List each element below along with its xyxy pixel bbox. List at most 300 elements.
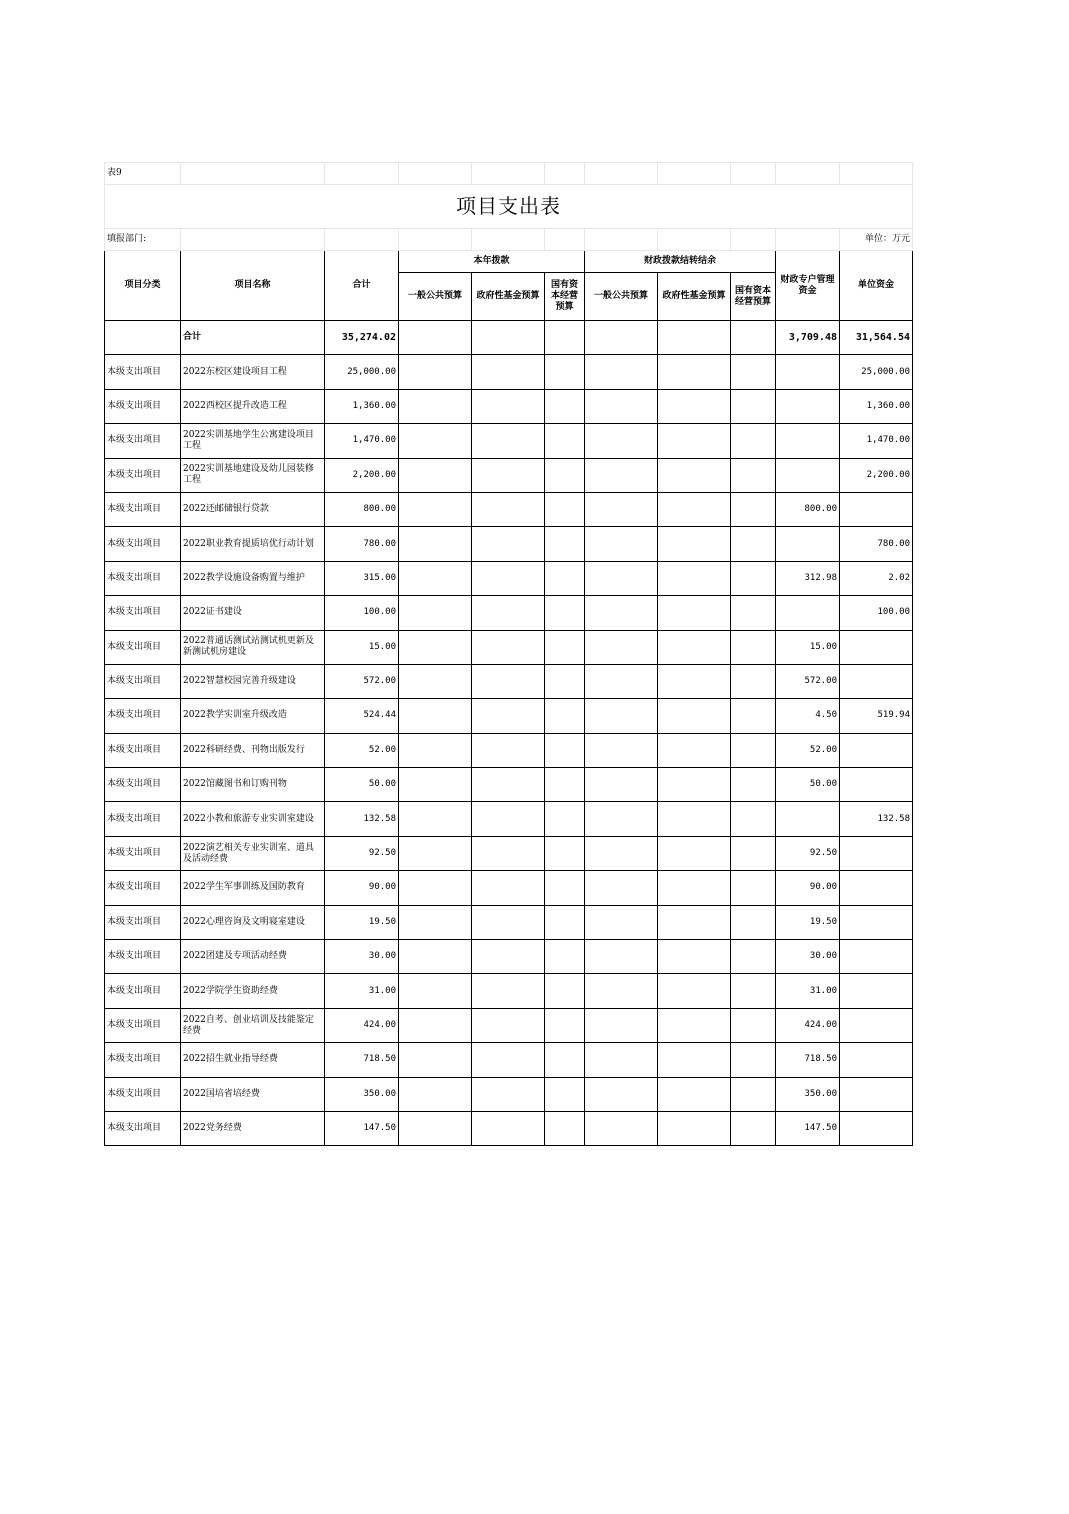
table-row bbox=[105, 355, 913, 389]
row-co-gov-fund bbox=[658, 561, 731, 595]
row-co-general bbox=[585, 940, 658, 974]
project-expenditure-table bbox=[104, 162, 913, 1146]
row-co-state-capital bbox=[731, 664, 776, 698]
row-co-gov-fund bbox=[658, 905, 731, 939]
row-category: 本级支出项目 bbox=[105, 940, 181, 974]
row-co-state-capital bbox=[731, 974, 776, 1008]
row-cy-general bbox=[399, 836, 472, 870]
row-total: 132.58 bbox=[325, 802, 399, 836]
row-special-fund: 424.00 bbox=[776, 1008, 840, 1042]
row-special-fund bbox=[776, 389, 840, 423]
row-unit-fund bbox=[840, 1008, 913, 1042]
row-co-general bbox=[585, 561, 658, 595]
row-unit-fund bbox=[840, 664, 913, 698]
unit-label: 单位：万元 bbox=[840, 229, 913, 251]
row-cy-general bbox=[399, 664, 472, 698]
row-category: 本级支出项目 bbox=[105, 974, 181, 1008]
row-co-general bbox=[585, 974, 658, 1008]
row-special-fund: 4.50 bbox=[776, 699, 840, 733]
row-unit-fund bbox=[840, 974, 913, 1008]
row-unit-fund bbox=[840, 836, 913, 870]
row-special-fund: 31.00 bbox=[776, 974, 840, 1008]
row-cy-general bbox=[399, 802, 472, 836]
table-row bbox=[105, 664, 913, 698]
row-unit-fund bbox=[840, 630, 913, 664]
row-name: 2022学生军事训练及国防教育 bbox=[181, 871, 325, 905]
row-cy-state-capital bbox=[545, 424, 585, 458]
row-cy-general bbox=[399, 630, 472, 664]
row-category: 本级支出项目 bbox=[105, 355, 181, 389]
header-unit-fund: 单位资金 bbox=[840, 251, 913, 321]
row-co-gov-fund bbox=[658, 802, 731, 836]
row-co-general bbox=[585, 1077, 658, 1111]
table-row bbox=[105, 1008, 913, 1042]
row-total: 52.00 bbox=[325, 733, 399, 767]
row-co-state-capital bbox=[731, 561, 776, 595]
total-cy-state-capital bbox=[545, 321, 585, 355]
table-row bbox=[105, 733, 913, 767]
row-total: 15.00 bbox=[325, 630, 399, 664]
row-cy-state-capital bbox=[545, 1043, 585, 1077]
row-category: 本级支出项目 bbox=[105, 561, 181, 595]
row-cy-state-capital bbox=[545, 389, 585, 423]
row-co-state-capital bbox=[731, 940, 776, 974]
row-category: 本级支出项目 bbox=[105, 1077, 181, 1111]
row-cy-general bbox=[399, 871, 472, 905]
row-unit-fund bbox=[840, 1077, 913, 1111]
row-co-state-capital bbox=[731, 836, 776, 870]
row-unit-fund: 2,200.00 bbox=[840, 458, 913, 492]
row-cy-state-capital bbox=[545, 940, 585, 974]
row-total: 25,000.00 bbox=[325, 355, 399, 389]
row-cy-general bbox=[399, 733, 472, 767]
header-name: 项目名称 bbox=[181, 251, 325, 321]
row-total: 30.00 bbox=[325, 940, 399, 974]
row-category: 本级支出项目 bbox=[105, 630, 181, 664]
row-unit-fund bbox=[840, 871, 913, 905]
row-total: 1,360.00 bbox=[325, 389, 399, 423]
row-cy-general bbox=[399, 492, 472, 526]
table-row bbox=[105, 871, 913, 905]
row-special-fund: 572.00 bbox=[776, 664, 840, 698]
row-co-gov-fund bbox=[658, 733, 731, 767]
total-cy-general bbox=[399, 321, 472, 355]
row-co-state-capital bbox=[731, 1111, 776, 1145]
row-cy-general bbox=[399, 974, 472, 1008]
row-special-fund: 50.00 bbox=[776, 768, 840, 802]
row-co-gov-fund bbox=[658, 492, 731, 526]
total-category bbox=[105, 321, 181, 355]
row-total: 31.00 bbox=[325, 974, 399, 1008]
row-cy-gov-fund bbox=[472, 458, 545, 492]
row-co-gov-fund bbox=[658, 527, 731, 561]
row-co-state-capital bbox=[731, 630, 776, 664]
table-row bbox=[105, 458, 913, 492]
row-category: 本级支出项目 bbox=[105, 424, 181, 458]
table-row bbox=[105, 836, 913, 870]
row-special-fund: 92.50 bbox=[776, 836, 840, 870]
header-co-gov-fund: 政府性基金预算 bbox=[658, 273, 731, 321]
row-co-general bbox=[585, 733, 658, 767]
table-row bbox=[105, 424, 913, 458]
row-co-general bbox=[585, 527, 658, 561]
row-cy-gov-fund bbox=[472, 733, 545, 767]
row-special-fund bbox=[776, 458, 840, 492]
row-total: 780.00 bbox=[325, 527, 399, 561]
table-row bbox=[105, 596, 913, 630]
row-cy-gov-fund bbox=[472, 1111, 545, 1145]
row-category: 本级支出项目 bbox=[105, 596, 181, 630]
row-co-state-capital bbox=[731, 905, 776, 939]
row-cy-general bbox=[399, 424, 472, 458]
row-category: 本级支出项目 bbox=[105, 871, 181, 905]
row-category: 本级支出项目 bbox=[105, 768, 181, 802]
row-name: 2022西校区提升改造工程 bbox=[181, 389, 325, 423]
row-unit-fund bbox=[840, 768, 913, 802]
table-row bbox=[105, 974, 913, 1008]
project-expenditure-sheet bbox=[104, 162, 912, 1146]
row-co-gov-fund bbox=[658, 940, 731, 974]
row-cy-state-capital bbox=[545, 596, 585, 630]
row-name: 2022招生就业指导经费 bbox=[181, 1043, 325, 1077]
row-special-fund: 30.00 bbox=[776, 940, 840, 974]
row-category: 本级支出项目 bbox=[105, 905, 181, 939]
dept-label: 填报部门: bbox=[105, 229, 181, 251]
table-row bbox=[105, 802, 913, 836]
header-cy-gov-fund: 政府性基金预算 bbox=[472, 273, 545, 321]
row-unit-fund bbox=[840, 1043, 913, 1077]
row-co-state-capital bbox=[731, 596, 776, 630]
row-cy-general bbox=[399, 527, 472, 561]
row-cy-gov-fund bbox=[472, 1008, 545, 1042]
header-special-fund: 财政专户管理资金 bbox=[776, 251, 840, 321]
row-total: 800.00 bbox=[325, 492, 399, 526]
row-total: 19.50 bbox=[325, 905, 399, 939]
row-category: 本级支出项目 bbox=[105, 836, 181, 870]
total-co-gov-fund bbox=[658, 321, 731, 355]
row-unit-fund bbox=[840, 492, 913, 526]
row-co-general bbox=[585, 458, 658, 492]
table-number: 表9 bbox=[105, 163, 181, 185]
table-row bbox=[105, 630, 913, 664]
row-total: 718.50 bbox=[325, 1043, 399, 1077]
row-name: 2022智慧校园完善升级建设 bbox=[181, 664, 325, 698]
row-cy-general bbox=[399, 1008, 472, 1042]
page-title: 项目支出表 bbox=[105, 185, 913, 229]
row-name: 2022小教和旅游专业实训室建设 bbox=[181, 802, 325, 836]
row-name: 2022科研经费、刊物出版发行 bbox=[181, 733, 325, 767]
row-cy-gov-fund bbox=[472, 492, 545, 526]
row-total: 92.50 bbox=[325, 836, 399, 870]
row-category: 本级支出项目 bbox=[105, 458, 181, 492]
row-cy-state-capital bbox=[545, 871, 585, 905]
row-cy-state-capital bbox=[545, 355, 585, 389]
total-co-state-capital bbox=[731, 321, 776, 355]
table-row bbox=[105, 768, 913, 802]
row-total: 2,200.00 bbox=[325, 458, 399, 492]
total-cy-gov-fund bbox=[472, 321, 545, 355]
row-unit-fund: 25,000.00 bbox=[840, 355, 913, 389]
row-cy-state-capital bbox=[545, 1111, 585, 1145]
row-category: 本级支出项目 bbox=[105, 1008, 181, 1042]
row-cy-state-capital bbox=[545, 458, 585, 492]
row-cy-gov-fund bbox=[472, 871, 545, 905]
row-cy-state-capital bbox=[545, 1077, 585, 1111]
row-name: 2022党务经费 bbox=[181, 1111, 325, 1145]
row-name: 2022东校区建设项目工程 bbox=[181, 355, 325, 389]
row-total: 424.00 bbox=[325, 1008, 399, 1042]
row-name: 2022馆藏图书和订购刊物 bbox=[181, 768, 325, 802]
row-co-general bbox=[585, 664, 658, 698]
table-row bbox=[105, 905, 913, 939]
row-co-state-capital bbox=[731, 1008, 776, 1042]
row-co-gov-fund bbox=[658, 1008, 731, 1042]
row-category: 本级支出项目 bbox=[105, 492, 181, 526]
row-co-gov-fund bbox=[658, 768, 731, 802]
row-cy-state-capital bbox=[545, 630, 585, 664]
row-co-general bbox=[585, 905, 658, 939]
table-row bbox=[105, 527, 913, 561]
row-cy-state-capital bbox=[545, 699, 585, 733]
total-co-general bbox=[585, 321, 658, 355]
row-cy-gov-fund bbox=[472, 527, 545, 561]
row-co-general bbox=[585, 1043, 658, 1077]
row-unit-fund: 780.00 bbox=[840, 527, 913, 561]
row-cy-general bbox=[399, 596, 472, 630]
row-special-fund: 800.00 bbox=[776, 492, 840, 526]
header-co-state-capital: 国有资本经营预算 bbox=[731, 273, 776, 321]
header-cy-general: 一般公共预算 bbox=[399, 273, 472, 321]
row-co-general bbox=[585, 424, 658, 458]
row-unit-fund bbox=[840, 1111, 913, 1145]
row-co-gov-fund bbox=[658, 871, 731, 905]
row-special-fund: 350.00 bbox=[776, 1077, 840, 1111]
row-co-gov-fund bbox=[658, 355, 731, 389]
row-co-general bbox=[585, 389, 658, 423]
row-co-state-capital bbox=[731, 389, 776, 423]
row-co-gov-fund bbox=[658, 458, 731, 492]
row-special-fund bbox=[776, 355, 840, 389]
total-special-fund: 3,709.48 bbox=[776, 321, 840, 355]
row-cy-gov-fund bbox=[472, 1077, 545, 1111]
row-unit-fund: 2.02 bbox=[840, 561, 913, 595]
row-unit-fund: 519.94 bbox=[840, 699, 913, 733]
row-co-state-capital bbox=[731, 527, 776, 561]
row-name: 2022教学实训室升级改造 bbox=[181, 699, 325, 733]
row-co-state-capital bbox=[731, 492, 776, 526]
row-cy-gov-fund bbox=[472, 836, 545, 870]
table-row bbox=[105, 492, 913, 526]
row-co-gov-fund bbox=[658, 596, 731, 630]
row-name: 2022普通话测试站测试机更新及新测试机房建设 bbox=[181, 630, 325, 664]
row-cy-general bbox=[399, 699, 472, 733]
row-co-gov-fund bbox=[658, 630, 731, 664]
row-total: 1,470.00 bbox=[325, 424, 399, 458]
row-name: 2022团建及专项活动经费 bbox=[181, 940, 325, 974]
row-co-state-capital bbox=[731, 1077, 776, 1111]
row-name: 2022演艺相关专业实训室、道具及活动经费 bbox=[181, 836, 325, 870]
row-co-general bbox=[585, 630, 658, 664]
row-special-fund: 90.00 bbox=[776, 871, 840, 905]
row-cy-general bbox=[399, 355, 472, 389]
header-co-general: 一般公共预算 bbox=[585, 273, 658, 321]
row-category: 本级支出项目 bbox=[105, 733, 181, 767]
row-cy-state-capital bbox=[545, 802, 585, 836]
row-co-general bbox=[585, 1008, 658, 1042]
row-cy-state-capital bbox=[545, 905, 585, 939]
row-co-gov-fund bbox=[658, 1077, 731, 1111]
row-total: 147.50 bbox=[325, 1111, 399, 1145]
row-co-state-capital bbox=[731, 699, 776, 733]
row-special-fund: 147.50 bbox=[776, 1111, 840, 1145]
row-cy-general bbox=[399, 561, 472, 595]
table-row bbox=[105, 561, 913, 595]
row-cy-general bbox=[399, 1077, 472, 1111]
row-cy-general bbox=[399, 458, 472, 492]
row-unit-fund: 1,470.00 bbox=[840, 424, 913, 458]
header-carryover: 财政拨款结转结余 bbox=[585, 251, 776, 273]
row-special-fund bbox=[776, 527, 840, 561]
row-co-state-capital bbox=[731, 458, 776, 492]
row-cy-gov-fund bbox=[472, 905, 545, 939]
row-co-general bbox=[585, 596, 658, 630]
row-special-fund bbox=[776, 596, 840, 630]
total-row bbox=[105, 321, 913, 355]
row-co-state-capital bbox=[731, 424, 776, 458]
row-name: 2022职业教育提质培优行动计划 bbox=[181, 527, 325, 561]
row-cy-state-capital bbox=[545, 836, 585, 870]
row-name: 2022国培省培经费 bbox=[181, 1077, 325, 1111]
row-name: 2022教学设施设备购置与维护 bbox=[181, 561, 325, 595]
total-name: 合计 bbox=[181, 321, 325, 355]
row-unit-fund bbox=[840, 905, 913, 939]
table-row bbox=[105, 1043, 913, 1077]
row-cy-state-capital bbox=[545, 1008, 585, 1042]
row-co-state-capital bbox=[731, 1043, 776, 1077]
row-category: 本级支出项目 bbox=[105, 802, 181, 836]
header-current-year: 本年拨款 bbox=[399, 251, 585, 273]
row-special-fund bbox=[776, 802, 840, 836]
row-name: 2022实训基地学生公寓建设项目工程 bbox=[181, 424, 325, 458]
row-co-gov-fund bbox=[658, 389, 731, 423]
row-category: 本级支出项目 bbox=[105, 527, 181, 561]
row-unit-fund: 100.00 bbox=[840, 596, 913, 630]
row-name: 2022学院学生资助经费 bbox=[181, 974, 325, 1008]
row-total: 350.00 bbox=[325, 1077, 399, 1111]
row-co-gov-fund bbox=[658, 836, 731, 870]
row-unit-fund bbox=[840, 733, 913, 767]
row-special-fund: 718.50 bbox=[776, 1043, 840, 1077]
row-cy-general bbox=[399, 1111, 472, 1145]
row-co-general bbox=[585, 355, 658, 389]
row-special-fund bbox=[776, 424, 840, 458]
row-cy-general bbox=[399, 905, 472, 939]
total-total: 35,274.02 bbox=[325, 321, 399, 355]
row-co-general bbox=[585, 492, 658, 526]
row-name: 2022自考、创业培训及技能鉴定经费 bbox=[181, 1008, 325, 1042]
total-unit-fund: 31,564.54 bbox=[840, 321, 913, 355]
row-co-state-capital bbox=[731, 802, 776, 836]
row-cy-gov-fund bbox=[472, 974, 545, 1008]
row-cy-gov-fund bbox=[472, 389, 545, 423]
row-co-gov-fund bbox=[658, 424, 731, 458]
row-category: 本级支出项目 bbox=[105, 1111, 181, 1145]
row-category: 本级支出项目 bbox=[105, 664, 181, 698]
row-cy-gov-fund bbox=[472, 1043, 545, 1077]
row-cy-general bbox=[399, 940, 472, 974]
row-cy-gov-fund bbox=[472, 596, 545, 630]
row-category: 本级支出项目 bbox=[105, 699, 181, 733]
table-row bbox=[105, 389, 913, 423]
row-cy-general bbox=[399, 768, 472, 802]
row-total: 100.00 bbox=[325, 596, 399, 630]
row-co-general bbox=[585, 802, 658, 836]
row-total: 572.00 bbox=[325, 664, 399, 698]
row-cy-state-capital bbox=[545, 974, 585, 1008]
row-total: 315.00 bbox=[325, 561, 399, 595]
header-category: 项目分类 bbox=[105, 251, 181, 321]
row-cy-gov-fund bbox=[472, 424, 545, 458]
row-cy-state-capital bbox=[545, 492, 585, 526]
row-unit-fund bbox=[840, 940, 913, 974]
row-name: 2022心理咨询及文明寝室建设 bbox=[181, 905, 325, 939]
row-cy-gov-fund bbox=[472, 699, 545, 733]
row-unit-fund: 132.58 bbox=[840, 802, 913, 836]
row-co-general bbox=[585, 768, 658, 802]
table-row bbox=[105, 699, 913, 733]
row-special-fund: 19.50 bbox=[776, 905, 840, 939]
row-special-fund: 312.98 bbox=[776, 561, 840, 595]
row-special-fund: 52.00 bbox=[776, 733, 840, 767]
row-co-gov-fund bbox=[658, 1111, 731, 1145]
row-cy-gov-fund bbox=[472, 355, 545, 389]
row-cy-state-capital bbox=[545, 768, 585, 802]
row-cy-gov-fund bbox=[472, 940, 545, 974]
row-name: 2022证书建设 bbox=[181, 596, 325, 630]
row-co-general bbox=[585, 871, 658, 905]
row-name: 2022实训基地建设及幼儿园装修工程 bbox=[181, 458, 325, 492]
row-cy-state-capital bbox=[545, 527, 585, 561]
row-co-state-capital bbox=[731, 355, 776, 389]
table-row bbox=[105, 1077, 913, 1111]
row-cy-gov-fund bbox=[472, 768, 545, 802]
row-cy-general bbox=[399, 1043, 472, 1077]
row-co-general bbox=[585, 699, 658, 733]
row-cy-gov-fund bbox=[472, 561, 545, 595]
row-category: 本级支出项目 bbox=[105, 1043, 181, 1077]
row-cy-state-capital bbox=[545, 561, 585, 595]
row-total: 90.00 bbox=[325, 871, 399, 905]
row-cy-gov-fund bbox=[472, 802, 545, 836]
row-cy-gov-fund bbox=[472, 664, 545, 698]
table-row bbox=[105, 1111, 913, 1145]
row-category: 本级支出项目 bbox=[105, 389, 181, 423]
row-name: 2022还邮储银行贷款 bbox=[181, 492, 325, 526]
row-cy-general bbox=[399, 389, 472, 423]
row-total: 524.44 bbox=[325, 699, 399, 733]
row-co-gov-fund bbox=[658, 1043, 731, 1077]
row-co-gov-fund bbox=[658, 974, 731, 1008]
row-cy-state-capital bbox=[545, 733, 585, 767]
row-co-state-capital bbox=[731, 768, 776, 802]
row-cy-gov-fund bbox=[472, 630, 545, 664]
row-co-general bbox=[585, 1111, 658, 1145]
row-special-fund: 15.00 bbox=[776, 630, 840, 664]
header-cy-state-capital: 国有资本经营预算 bbox=[545, 273, 585, 321]
row-co-state-capital bbox=[731, 733, 776, 767]
row-co-general bbox=[585, 836, 658, 870]
table-row bbox=[105, 940, 913, 974]
